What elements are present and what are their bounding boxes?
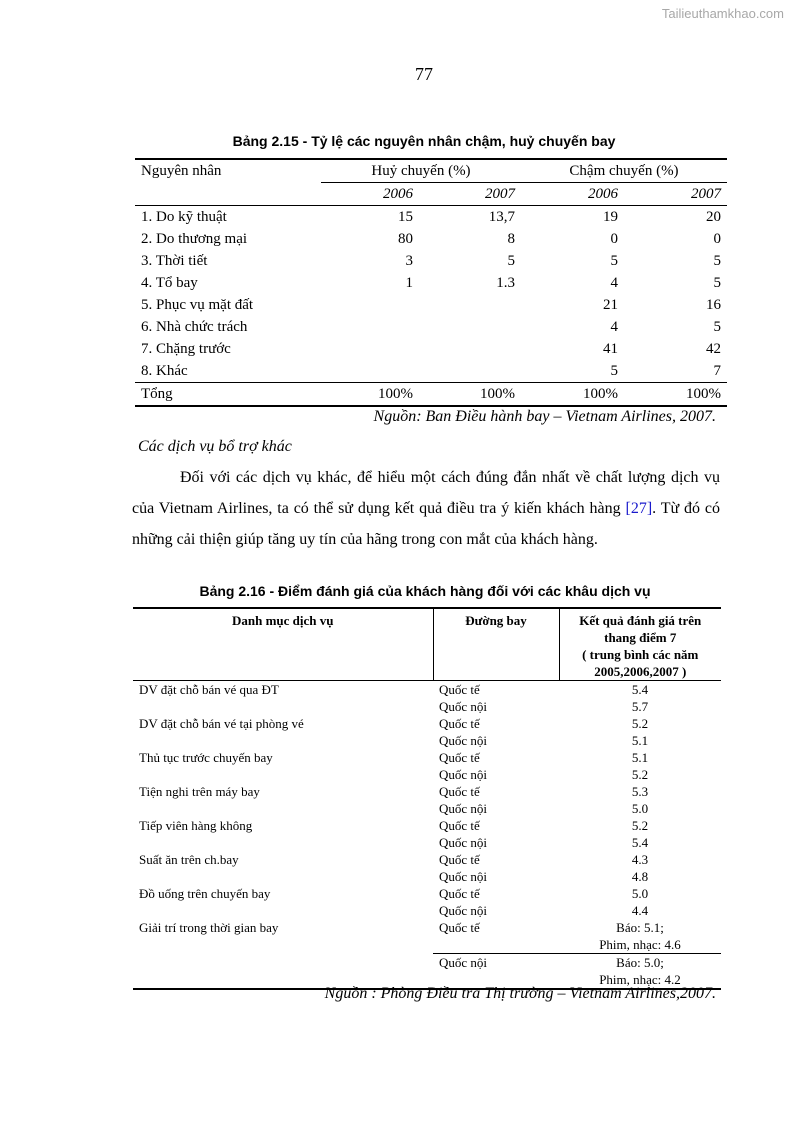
paragraph-text: . Từ đó có những cải thiện giúp tăng uy tín của hãng trong con mắt của khách hàng. <box>132 500 720 548</box>
cell: 100% <box>419 383 521 407</box>
cause-label: 4. Tổ bay <box>141 274 198 291</box>
citation-link[interactable]: [27] <box>625 500 653 517</box>
cell: 15 <box>398 208 413 225</box>
year-header: 2006 <box>383 185 413 202</box>
delay-cancel-table <box>135 158 727 407</box>
cause-label: 7. Chặng trước <box>141 340 231 357</box>
score-cell: 4.3 <box>631 852 649 867</box>
route-cell: Quốc nội <box>439 801 488 816</box>
cell: 4 <box>610 318 618 335</box>
route-cell: Quốc tế <box>439 920 480 935</box>
table-row <box>133 851 721 868</box>
table-row <box>133 749 721 766</box>
table-row <box>135 294 727 316</box>
score-line: Phim, nhạc: 4.6 <box>599 937 681 952</box>
service-label: Tiện nghi trên máy bay <box>139 784 260 799</box>
route-cell: Quốc nội <box>439 835 488 850</box>
score-cell: 5.0 <box>631 801 649 816</box>
cell <box>321 360 419 383</box>
table1-caption: Bảng 2.15 - Tỷ lệ các nguyên nhân chậm, huỷ chuyến bay <box>232 133 616 149</box>
header-cause: Nguyên nhân <box>135 159 321 183</box>
cell: 16 <box>706 296 721 313</box>
cell: 8 <box>507 230 515 247</box>
body-paragraph <box>132 462 720 555</box>
cause-label: 8. Khác <box>141 362 188 379</box>
table-row <box>135 338 727 360</box>
table-row <box>135 250 727 272</box>
cell: 5 <box>713 252 721 269</box>
cell: 100% <box>321 383 419 407</box>
cell <box>419 294 521 316</box>
header-result-line: Kết quả đánh giá trên <box>579 613 702 628</box>
route-cell: Quốc tế <box>439 886 480 901</box>
year-header: 2007 <box>691 185 721 202</box>
score-cell: 5.1 <box>631 733 649 748</box>
route-cell: Quốc nội <box>439 903 488 918</box>
table-row <box>135 316 727 338</box>
cell <box>321 294 419 316</box>
service-label: Đồ uống trên chuyến bay <box>139 886 271 901</box>
cell: 13,7 <box>488 208 515 225</box>
table-row <box>135 228 727 250</box>
route-cell: Quốc tế <box>439 784 480 799</box>
table-row <box>135 206 727 229</box>
header-route: Đường bay <box>433 608 559 681</box>
header-result-line: ( trung bình các năm <box>582 647 699 662</box>
cell: 4 <box>610 274 618 291</box>
header-result-line: thang điểm 7 <box>604 630 677 645</box>
header-service: Danh mục dịch vụ <box>133 608 433 681</box>
score-cell: 4.8 <box>631 869 649 884</box>
score-cell: 5.1 <box>631 750 649 765</box>
route-cell: Quốc nội <box>439 733 488 748</box>
table-row <box>133 919 721 954</box>
header-result <box>559 608 721 681</box>
cell: 3 <box>405 252 413 269</box>
route-cell: Quốc nội <box>439 869 488 884</box>
cell: 80 <box>398 230 413 247</box>
cell: 1.3 <box>496 274 515 291</box>
score-line: Phim, nhạc: 4.2 <box>599 972 681 987</box>
score-cell: 5.4 <box>631 682 649 697</box>
score-cell: 5.2 <box>631 767 649 782</box>
route-cell: Quốc tế <box>439 682 480 697</box>
cause-label: 5. Phục vụ mặt đất <box>141 296 254 313</box>
score-cell: 5.7 <box>631 699 649 714</box>
cell: 100% <box>624 383 727 407</box>
cell <box>419 360 521 383</box>
cell <box>419 338 521 360</box>
route-cell: Quốc tế <box>439 716 480 731</box>
total-row <box>135 383 727 407</box>
cell: 5 <box>713 274 721 291</box>
cell: 5 <box>713 318 721 335</box>
cause-label: 3. Thời tiết <box>141 252 208 269</box>
route-cell: Quốc tế <box>439 750 480 765</box>
score-cell <box>559 919 721 954</box>
cell: 5 <box>610 252 618 269</box>
total-label: Tổng <box>135 383 321 407</box>
service-label: DV đặt chỗ bán vé qua ĐT <box>139 682 279 697</box>
service-label: Giải trí trong thời gian bay <box>139 920 279 935</box>
cell <box>321 316 419 338</box>
cause-label: 1. Do kỹ thuật <box>141 208 227 225</box>
table-row <box>135 272 727 294</box>
service-label: Tiếp viên hàng không <box>139 818 253 833</box>
cell: 0 <box>713 230 721 247</box>
cell: 100% <box>521 383 624 407</box>
cell: 21 <box>603 296 618 313</box>
route-cell: Quốc nội <box>439 699 488 714</box>
cell <box>321 338 419 360</box>
cell <box>419 316 521 338</box>
year-header: 2006 <box>588 185 618 202</box>
score-cell: 5.0 <box>631 886 649 901</box>
cell: 0 <box>610 230 618 247</box>
route-cell: Quốc nội <box>439 767 488 782</box>
table2-source: Nguồn : Phòng Điều tra Thị trường – Vietnam Airlines,2007. <box>324 985 716 1002</box>
table-row <box>133 715 721 732</box>
cause-label: 6. Nhà chức trách <box>141 318 248 335</box>
cell: 20 <box>706 208 721 225</box>
table2-caption: Bảng 2.16 - Điểm đánh giá của khách hàng đối với các khâu dịch vụ <box>199 583 651 599</box>
cell: 41 <box>603 340 618 357</box>
table-row <box>133 681 721 699</box>
route-cell: Quốc tế <box>439 852 480 867</box>
score-cell: 5.2 <box>631 818 649 833</box>
service-label: Thủ tục trước chuyến bay <box>139 750 273 765</box>
watermark: Tailieuthamkhao.com <box>661 6 784 21</box>
header-cancel: Huỷ chuyến (%) <box>321 159 521 183</box>
table-row <box>133 885 721 902</box>
route-cell: Quốc tế <box>439 818 480 833</box>
score-line: Báo: 5.1; <box>616 920 664 935</box>
score-cell: 5.2 <box>631 716 649 731</box>
score-cell: 4.4 <box>631 903 649 918</box>
cell: 5 <box>610 362 618 379</box>
score-cell <box>559 954 721 990</box>
paragraph-text: Đối với các dịch vụ khác, để hiểu một cách đúng đắn nhất về chất lượng dịch vụ của Vietnam Airlines, ta có thể sử dụng kết quả điều tra ý kiến khách hàng <box>132 469 720 517</box>
score-line: Báo: 5.0; <box>616 955 664 970</box>
header-delay: Chậm chuyến (%) <box>521 159 727 183</box>
cell: 1 <box>405 274 413 291</box>
service-label: DV đặt chỗ bán vé tại phòng vé <box>139 716 304 731</box>
table-row <box>135 360 727 383</box>
table-row <box>133 817 721 834</box>
page-number: 77 <box>415 64 433 84</box>
cell: 42 <box>706 340 721 357</box>
year-header: 2007 <box>485 185 515 202</box>
cause-label: 2. Do thương mại <box>141 230 248 247</box>
service-rating-table <box>133 607 721 990</box>
table1-source: Nguồn: Ban Điều hành bay – Vietnam Airlines, 2007. <box>373 408 716 425</box>
cell: 19 <box>603 208 618 225</box>
section-heading: Các dịch vụ bổ trợ khác <box>138 438 292 455</box>
header-result-line: 2005,2006,2007 ) <box>594 664 687 679</box>
service-label: Suất ăn trên ch.bay <box>139 852 239 867</box>
score-cell: 5.3 <box>631 784 649 799</box>
table-row <box>133 783 721 800</box>
cell: 5 <box>507 252 515 269</box>
cell: 7 <box>713 362 721 379</box>
score-cell: 5.4 <box>631 835 649 850</box>
route-cell: Quốc nội <box>433 954 559 990</box>
